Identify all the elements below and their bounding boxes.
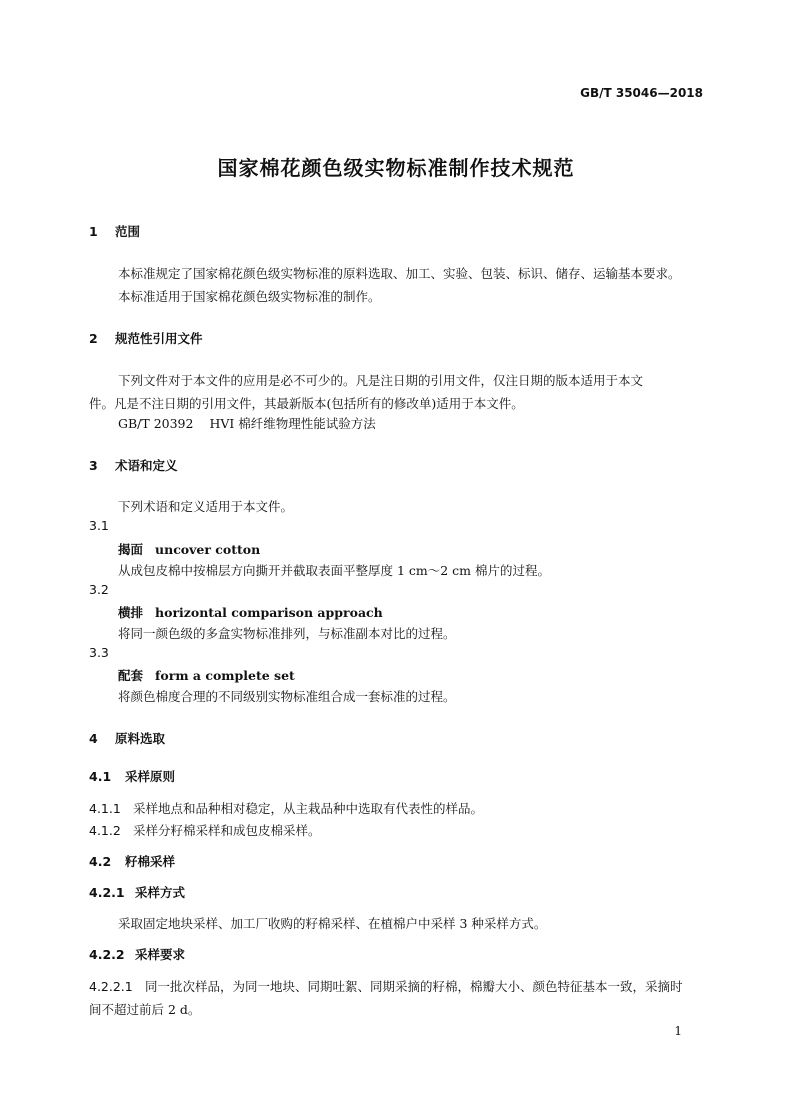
document-code: GB/T 35046—2018 bbox=[580, 86, 703, 100]
clause-text: 同一批次样品，为同一地块、同期吐絮、同期采摘的籽棉，棉瓣大小、颜色特征基本一致，采摘时 bbox=[145, 979, 683, 994]
section-number: 3 bbox=[89, 458, 98, 473]
reference-entry bbox=[118, 414, 376, 432]
page-number: 1 bbox=[674, 1024, 682, 1038]
clause-4-1-1 bbox=[89, 799, 483, 817]
subsection-4-2-2-heading bbox=[89, 945, 185, 963]
page-title: 国家棉花颜色级实物标准制作技术规范 bbox=[217, 156, 575, 180]
section-title: 采样要求 bbox=[135, 947, 186, 962]
term-english: uncover cotton bbox=[155, 542, 261, 557]
clause-4-1-2 bbox=[89, 821, 321, 839]
section-2-heading bbox=[89, 329, 203, 347]
term-number: 3.2 bbox=[89, 582, 109, 597]
section-title: 采样原则 bbox=[125, 769, 176, 784]
section-number: 4 bbox=[89, 731, 98, 746]
section-number: 4.1 bbox=[89, 769, 112, 784]
term-entry bbox=[118, 666, 295, 684]
section-number: 4.2 bbox=[89, 854, 112, 869]
paragraph: 本标准适用于国家棉花颜色级实物标准的制作。 bbox=[118, 289, 381, 304]
section-title: 术语和定义 bbox=[115, 458, 178, 473]
term-chinese: 配套 bbox=[118, 668, 144, 683]
paragraph: 采取固定地块采样、加工厂收购的籽棉采样、在植棉户中采样 3 种采样方式。 bbox=[118, 916, 547, 931]
term-english: form a complete set bbox=[155, 668, 295, 683]
term-definition: 将同一颜色级的多盒实物标准排列，与标准副本对比的过程。 bbox=[118, 626, 456, 641]
term-chinese: 揭面 bbox=[118, 542, 144, 557]
section-1-heading bbox=[89, 222, 140, 240]
clause-number: 4.1.2 bbox=[89, 823, 121, 838]
paragraph: 下列文件对于本文件的应用是必不可少的。凡是注日期的引用文件，仅注日期的版本适用于本文 bbox=[118, 373, 644, 388]
section-title: 籽棉采样 bbox=[125, 854, 176, 869]
section-title: 原料选取 bbox=[115, 731, 166, 746]
term-definition: 将颜色棉度合理的不同级别实物标准组合成一套标准的过程。 bbox=[118, 689, 456, 704]
reference-code: GB/T 20392 bbox=[118, 416, 194, 431]
section-number: 1 bbox=[89, 224, 98, 239]
section-number: 2 bbox=[89, 331, 98, 346]
term-definition: 从成包皮棉中按棉层方向撕开并截取表面平整厚度 1 cm～2 cm 棉片的过程。 bbox=[118, 563, 551, 578]
section-number: 4.2.1 bbox=[89, 885, 125, 900]
clause-4-2-2-1 bbox=[89, 977, 683, 995]
section-4-heading bbox=[89, 729, 165, 747]
term-chinese: 横排 bbox=[118, 605, 144, 620]
clause-text-continuation: 间不超过前后 2 d。 bbox=[89, 1002, 201, 1017]
section-title: 规范性引用文件 bbox=[115, 331, 203, 346]
paragraph: 本标准规定了国家棉花颜色级实物标准的原料选取、加工、实验、包装、标识、储存、运输基本要求。 bbox=[118, 266, 681, 281]
term-entry bbox=[118, 603, 383, 621]
clause-number: 4.2.2.1 bbox=[89, 979, 133, 994]
subsection-4-2-1-heading bbox=[89, 883, 185, 901]
subsection-4-1-heading bbox=[89, 767, 175, 785]
clause-number: 4.1.1 bbox=[89, 801, 121, 816]
clause-text: 采样地点和品种相对稳定，从主栽品种中选取有代表性的样品。 bbox=[133, 801, 484, 816]
term-number: 3.3 bbox=[89, 645, 109, 660]
reference-title: HVI 棉纤维物理性能试验方法 bbox=[209, 416, 376, 431]
term-english: horizontal comparison approach bbox=[155, 605, 383, 620]
clause-text: 采样分籽棉采样和成包皮棉采样。 bbox=[133, 823, 321, 838]
section-3-heading bbox=[89, 456, 178, 474]
term-number: 3.1 bbox=[89, 518, 109, 533]
term-entry bbox=[118, 540, 260, 558]
section-title: 范围 bbox=[115, 224, 141, 239]
section-title: 采样方式 bbox=[135, 885, 186, 900]
paragraph: 件。凡是不注日期的引用文件，其最新版本(包括所有的修改单)适用于本文件。 bbox=[89, 396, 524, 411]
subsection-4-2-heading bbox=[89, 852, 175, 870]
section-number: 4.2.2 bbox=[89, 947, 125, 962]
paragraph: 下列术语和定义适用于本文件。 bbox=[118, 499, 294, 514]
